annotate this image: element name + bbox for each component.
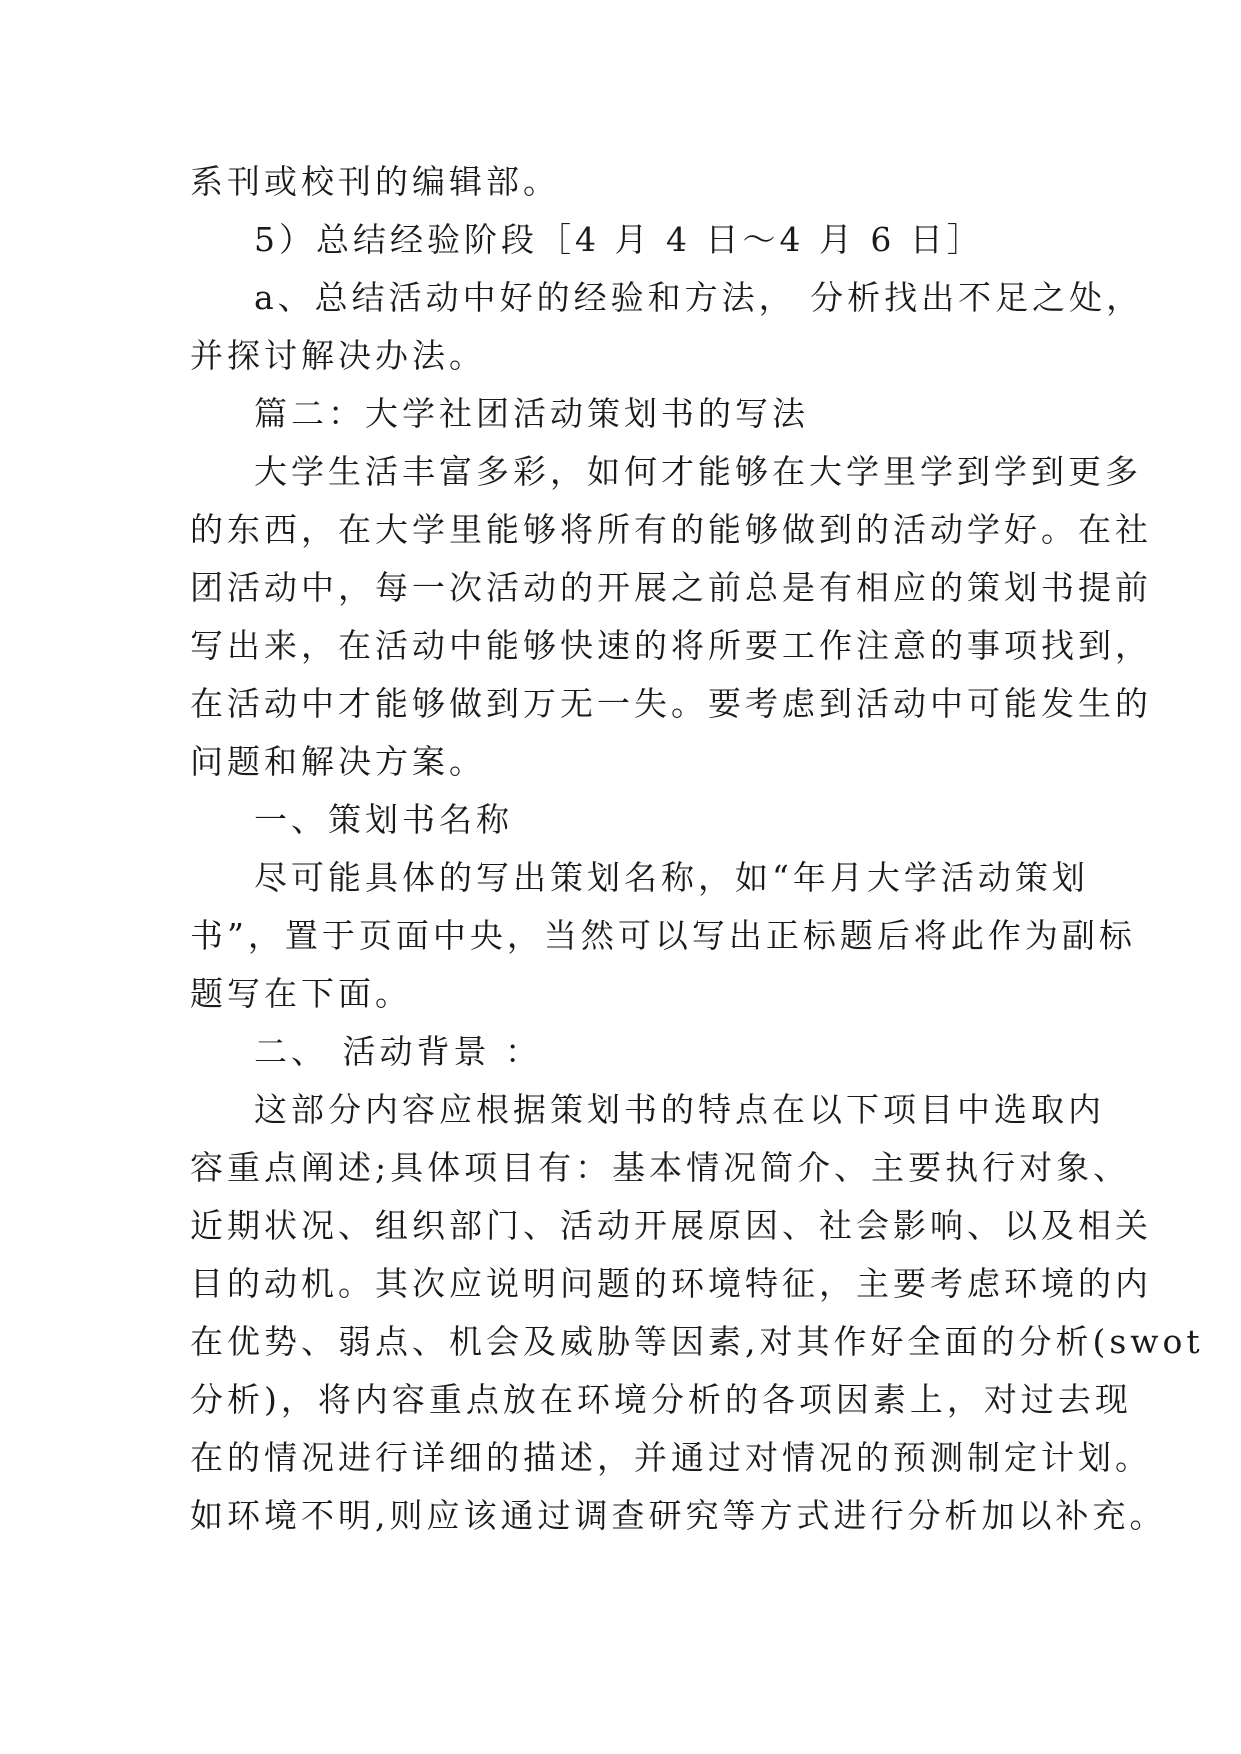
text-line: 分析)，将内容重点放在环境分析的各项因素上，对过去现	[190, 1380, 1132, 1419]
text-line: 在的情况进行详细的描述，并通过对情况的预测制定计划。	[190, 1438, 1152, 1477]
text-line: 写出来，在活动中能够快速的将所要工作注意的事项找到，	[190, 626, 1152, 665]
text-line: 容重点阐述;具体项目有：基本情况简介、主要执行对象、	[190, 1148, 1131, 1187]
section-heading-1: 一、策划书名称	[254, 800, 513, 839]
section-heading-2: 二、 活动背景 ：	[254, 1032, 542, 1071]
text-line: 系刊或校刊的编辑部。	[190, 162, 560, 201]
text-line: 在活动中才能够做到万无一失。要考虑到活动中可能发生的	[190, 684, 1152, 723]
text-line: 如环境不明,则应该通过调查研究等方式进行分析加以补充。	[190, 1496, 1167, 1535]
chapter-heading: 篇二：大学社团活动策划书的写法	[254, 394, 809, 433]
text-line: 近期状况、组织部门、活动开展原因、社会影响、以及相关	[190, 1206, 1152, 1245]
text-line: 大学生活丰富多彩，如何才能够在大学里学到学到更多	[254, 452, 1142, 491]
text-line: 书”，置于页面中央，当然可以写出正标题后将此作为副标	[190, 916, 1136, 955]
text-line: 问题和解决方案。	[190, 742, 486, 781]
text-line: 的东西，在大学里能够将所有的能够做到的活动学好。在社	[190, 510, 1152, 549]
text-line: 尽可能具体的写出策划名称，如“年月大学活动策划	[254, 858, 1089, 897]
text-line: a、总结活动中好的经验和方法， 分析找出不足之处，	[254, 278, 1144, 317]
text-line: 并探讨解决办法。	[190, 336, 486, 375]
text-line: 团活动中，每一次活动的开展之前总是有相应的策划书提前	[190, 568, 1152, 607]
text-line: 这部分内容应根据策划书的特点在以下项目中选取内	[254, 1090, 1105, 1129]
text-line: 在优势、弱点、机会及威胁等因素,对其作好全面的分析(swot	[190, 1322, 1204, 1361]
text-line: 题写在下面。	[190, 974, 412, 1013]
section-step-5: 5）总结经验阶段［4 月 4 日～4 月 6 日］	[254, 220, 984, 259]
text-line: 目的动机。其次应说明问题的环境特征，主要考虑环境的内	[190, 1264, 1152, 1303]
